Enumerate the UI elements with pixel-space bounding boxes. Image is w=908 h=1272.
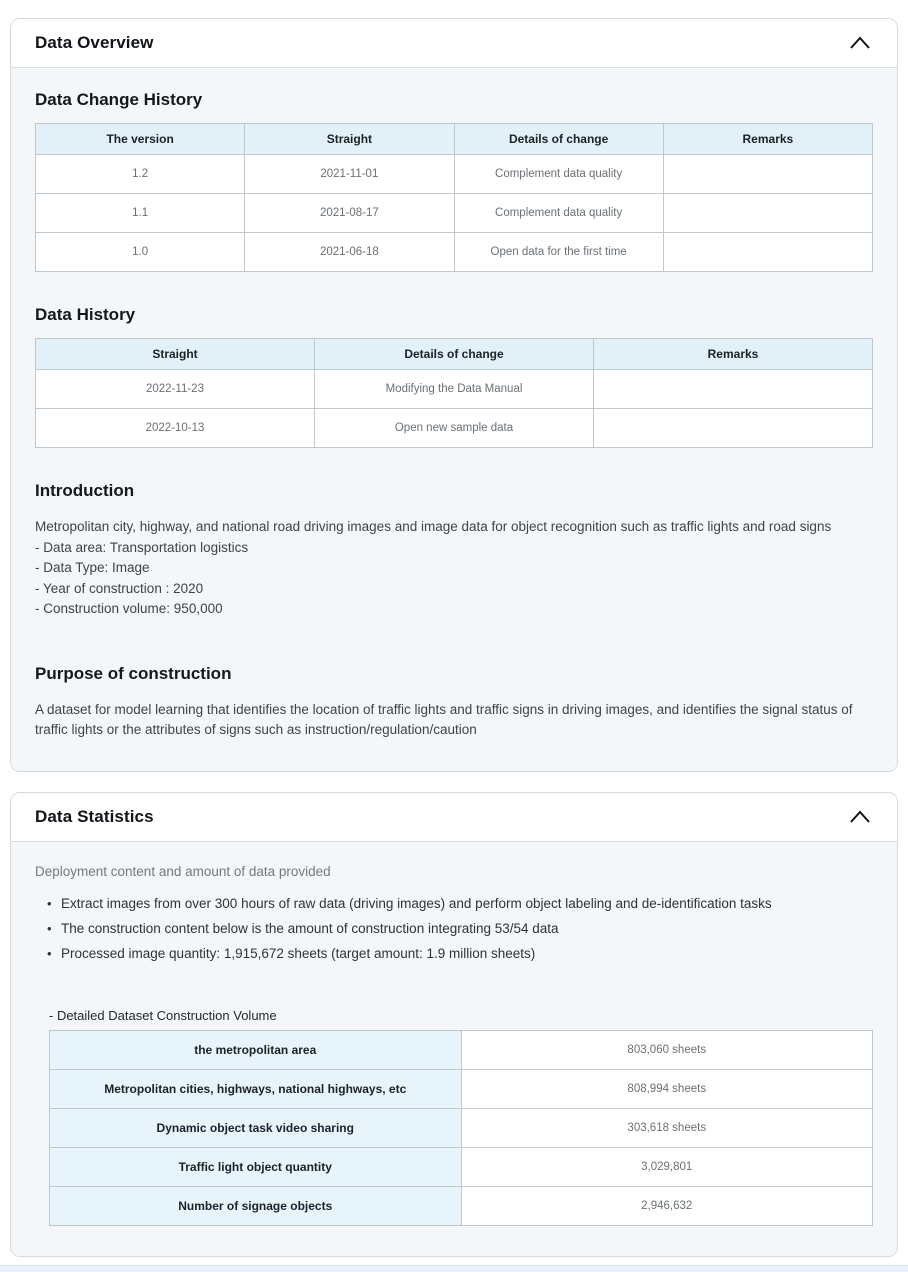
data-statistics-header[interactable]	[11, 793, 897, 842]
table-row	[50, 1186, 873, 1225]
cell-remarks	[594, 409, 873, 448]
purpose-heading: Purpose of construction	[35, 663, 232, 683]
bullet-item: • The construction content below is the amount of construction integrating 53/54 data	[35, 916, 873, 941]
table-row	[36, 409, 873, 448]
volume-value: 803,060 sheets	[461, 1030, 873, 1069]
column-header: The version	[36, 124, 245, 155]
cell-version: 1.0	[36, 233, 245, 272]
cell-date: 2021-06-18	[245, 233, 454, 272]
introduction-line: - Data area: Transportation logistics	[35, 539, 249, 555]
change-history-heading: Data Change History	[35, 90, 203, 109]
cell-remarks	[663, 233, 872, 272]
cell-date: 2021-08-17	[245, 194, 454, 233]
volume-value: 3,029,801	[461, 1147, 873, 1186]
table-row	[50, 1108, 873, 1147]
introduction-heading: Introduction	[35, 481, 135, 500]
statistics-bullet-list	[35, 891, 873, 966]
data-statistics-body	[11, 842, 897, 1256]
cell-version: 1.1	[36, 194, 245, 233]
volume-value: 303,618 sheets	[461, 1108, 873, 1147]
data-overview-card	[10, 18, 898, 772]
volume-value: 2,946,632	[461, 1186, 873, 1225]
volume-label: Number of signage objects	[50, 1186, 462, 1225]
column-header: Remarks	[663, 124, 872, 155]
chevron-up-icon[interactable]	[849, 35, 871, 51]
volume-label: Dynamic object task video sharing	[50, 1108, 462, 1147]
data-statistics-card	[10, 792, 898, 1257]
table-header-row	[36, 339, 873, 370]
column-header: Details of change	[454, 124, 663, 155]
cell-remarks	[594, 370, 873, 409]
bullet-item: • Extract images from over 300 hours of raw data (driving images) and perform object labeling and de-identification tasks	[35, 891, 873, 916]
cell-version: 1.2	[36, 155, 245, 194]
table-row	[50, 1069, 873, 1108]
introduction-line: - Year of construction : 2020	[35, 580, 204, 596]
cell-details: Modifying the Data Manual	[315, 370, 594, 409]
statistics-subtitle: Deployment content and amount of data provided	[35, 863, 331, 879]
cell-date: 2022-10-13	[36, 409, 315, 448]
cell-date: 2022-11-23	[36, 370, 315, 409]
column-header: Straight	[245, 124, 454, 155]
column-header: Remarks	[594, 339, 873, 370]
data-overview-body	[11, 68, 897, 771]
cell-details: Complement data quality	[454, 155, 663, 194]
volume-label: Traffic light object quantity	[50, 1147, 462, 1186]
table-row	[50, 1147, 873, 1186]
introduction-line: Metropolitan city, highway, and national road driving images and image data for object recognition such as traffic lights and road signs	[35, 519, 832, 534]
table-row	[36, 194, 873, 233]
cell-remarks	[663, 155, 872, 194]
data-history-table	[35, 338, 873, 448]
cell-details: Complement data quality	[454, 194, 663, 233]
purpose-text: A dataset for model learning that identifies the location of traffic lights and traffic signs in driving images, and identifies the signal status of traffic lights or the attributes of signs such as instruction/regulation/caution	[35, 701, 853, 737]
volume-block	[49, 1008, 873, 1226]
data-statistics-title: Data Statistics	[35, 806, 154, 826]
cell-details: Open new sample data	[315, 409, 594, 448]
chevron-up-icon[interactable]	[849, 809, 871, 825]
volume-label: the metropolitan area	[50, 1030, 462, 1069]
table-row	[36, 370, 873, 409]
volume-caption: - Detailed Dataset Construction Volume	[49, 1007, 277, 1023]
bullet-item: • Processed image quantity: 1,915,672 sheets (target amount: 1.9 million sheets)	[35, 941, 873, 966]
cell-remarks	[663, 194, 872, 233]
volume-value: 808,994 sheets	[461, 1069, 873, 1108]
next-card-edge	[0, 1265, 908, 1272]
introduction-text	[35, 517, 873, 620]
table-header-row	[36, 124, 873, 155]
cell-date: 2021-11-01	[245, 155, 454, 194]
data-history-heading: Data History	[35, 305, 136, 324]
data-overview-title: Data Overview	[35, 33, 154, 52]
introduction-line: - Construction volume: 950,000	[35, 601, 223, 616]
change-history-table	[35, 123, 873, 272]
table-row	[50, 1030, 873, 1069]
volume-table	[49, 1030, 873, 1226]
table-row	[36, 233, 873, 272]
table-row	[36, 155, 873, 194]
introduction-line: - Data Type: Image	[35, 560, 150, 575]
volume-label: Metropolitan cities, highways, national highways, etc	[50, 1069, 462, 1108]
column-header: Details of change	[315, 339, 594, 370]
column-header: Straight	[36, 339, 315, 370]
data-overview-header[interactable]	[11, 19, 897, 68]
cell-details: Open data for the first time	[454, 233, 663, 272]
